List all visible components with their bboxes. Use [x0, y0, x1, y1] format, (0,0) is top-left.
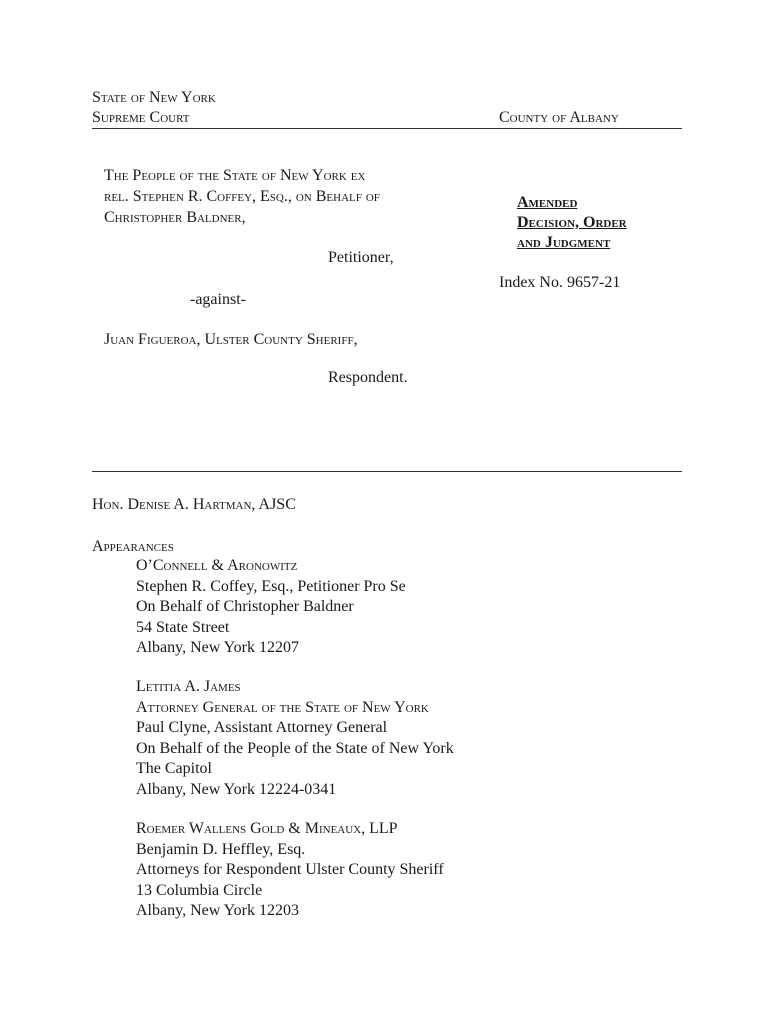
office-line: Attorney General of the State of New York	[136, 698, 429, 716]
petitioner-line-1: The People of the State of New York ex	[104, 167, 366, 184]
role-line: Attorneys for Respondent Ulster County Sheriff	[136, 861, 444, 878]
petitioner-role: Petitioner,	[328, 249, 394, 266]
petitioner-line-2: rel. Stephen R. Coffey, Esq., on Behalf of	[104, 188, 380, 205]
firm-name: Letitia A. James	[136, 678, 241, 695]
respondent-role: Respondent.	[328, 369, 408, 386]
appearances-heading: Appearances	[92, 538, 174, 555]
state-heading: State of New York	[92, 89, 216, 106]
city-line: Albany, New York 12207	[136, 639, 299, 656]
appearance-group-attorney-general	[136, 677, 454, 800]
judge-name: Hon. Denise A. Hartman, AJSC	[92, 496, 296, 513]
firm-name: Roemer Wallens Gold & Mineaux, LLP	[136, 820, 398, 837]
document-title-line-3: and Judgment	[517, 234, 611, 251]
respondent-name: Juan Figueroa, Ulster County Sheriff,	[104, 331, 358, 348]
index-number: Index No. 9657-21	[499, 274, 621, 291]
firm-name: O’Connell & Aronowitz	[136, 557, 298, 574]
behalf-line: On Behalf of the People of the State of New York	[136, 739, 454, 757]
city-line: Albany, New York 12224-0341	[136, 780, 337, 798]
document-title-line-1: Amended	[517, 194, 578, 211]
document-title-line-2: Decision, Order	[517, 214, 627, 231]
petitioner-line-3: Christopher Baldner,	[104, 209, 246, 226]
address-line: 13 Columbia Circle	[136, 881, 263, 899]
appearance-group-respondent	[136, 819, 444, 922]
appearance-group-petitioner	[136, 556, 406, 659]
city-line: Albany, New York 12203	[136, 902, 299, 919]
address-line: The Capitol	[136, 760, 212, 777]
county-heading: County of Albany	[499, 109, 619, 126]
attorney-line: Benjamin D. Heffley, Esq.	[136, 840, 306, 858]
caption-rule	[92, 471, 682, 472]
against-label: -against-	[190, 291, 246, 308]
behalf-line: On Behalf of Christopher Baldner	[136, 598, 354, 615]
address-line: 54 State Street	[136, 618, 230, 636]
attorney-line: Paul Clyne, Assistant Attorney General	[136, 719, 388, 736]
attorney-line: Stephen R. Coffey, Esq., Petitioner Pro Se	[136, 577, 406, 595]
header-rule	[92, 128, 682, 129]
court-heading: Supreme Court	[92, 109, 190, 126]
